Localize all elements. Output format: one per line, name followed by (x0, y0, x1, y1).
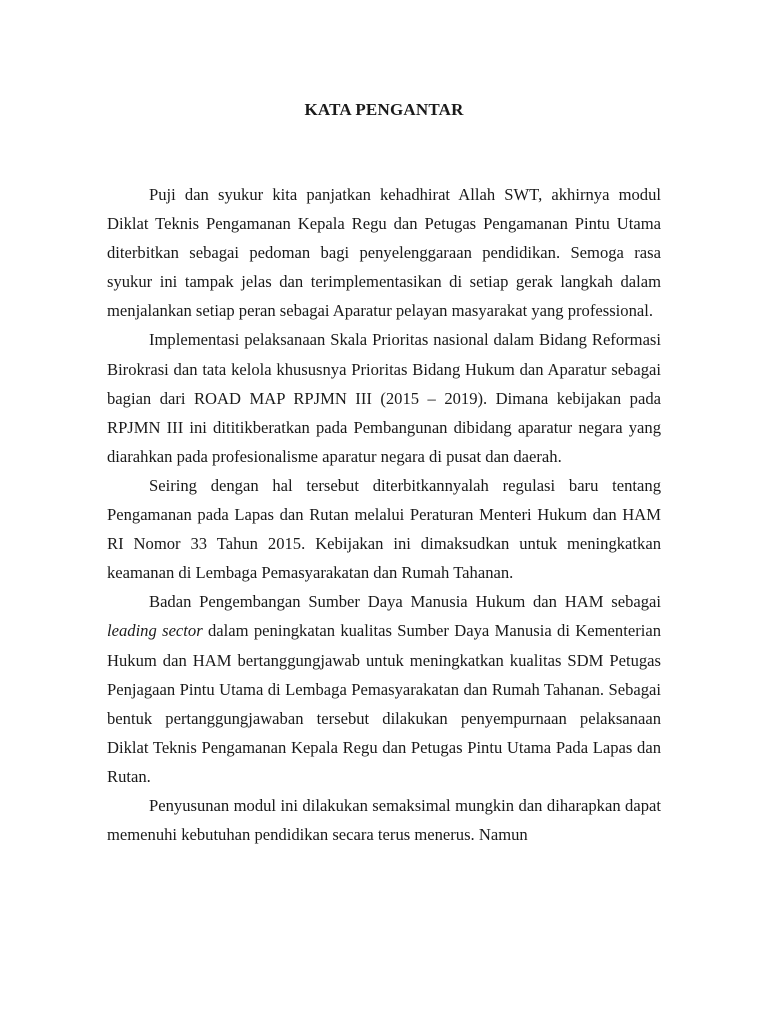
paragraph-2: Implementasi pelaksanaan Skala Prioritas nasional dalam Bidang Reformasi Birokrasi dan tata kelola khususnya Prioritas Bidang Hukum dan Aparatur sebagai bagian dari ROAD MAP RPJMN III (2015 – 2019). Dimana kebijakan pada RPJMN III ini dititikberatkan pada Pembangunan dibidang aparatur negara yang diarahkan pada profesionalisme aparatur negara di pusat dan daerah. (107, 330, 661, 466)
document-body (107, 180, 661, 849)
page-title: KATA PENGANTAR (304, 100, 464, 119)
paragraph-1: Puji dan syukur kita panjatkan kehadhirat Allah SWT, akhirnya modul Diklat Teknis Pengamanan Kepala Regu dan Petugas Pengamanan Pintu Utama diterbitkan sebagai pedoman bagi penyelenggaraan pendidikan. Semoga rasa syukur ini tampak jelas dan terimplementasikan di setiap gerak langkah dalam menjalankan setiap peran sebagai Aparatur pelayan masyarakat yang professional. (107, 185, 661, 321)
paragraph-4-emphasis: leading sector (107, 621, 203, 641)
paragraph-5: Penyusunan modul ini dilakukan semaksimal mungkin dan diharapkan dapat memenuhi kebutuhan pendidikan secara terus menerus. Namun (107, 795, 661, 845)
paragraph-4-lead: Badan Pengembangan Sumber Daya Manusia Hukum dan HAM sebagai (149, 592, 661, 612)
paragraph-4-rest: dalam peningkatan kualitas Sumber Daya Manusia di Kementerian Hukum dan HAM bertanggungjawab untuk meningkatkan kualitas SDM Petugas Penjagaan Pintu Utama di Lembaga Pemasyarakatan dan Rumah Tahanan. Sebagai bentuk pertanggungjawaban tersebut dilakukan penyempurnaan pelaksanaan Diklat Teknis Pengamanan Kepala Regu dan Petugas Pintu Utama Pada Lapas dan Rutan. (107, 621, 661, 786)
paragraph-3: Seiring dengan hal tersebut diterbitkannyalah regulasi baru tentang Pengamanan pada Lapas dan Rutan melalui Peraturan Menteri Hukum dan HAM RI Nomor 33 Tahun 2015. Kebijakan ini dimaksudkan untuk meningkatkan keamanan di Lembaga Pemasyarakatan dan Rumah Tahanan. (107, 475, 661, 583)
paragraph-4 (107, 587, 661, 791)
